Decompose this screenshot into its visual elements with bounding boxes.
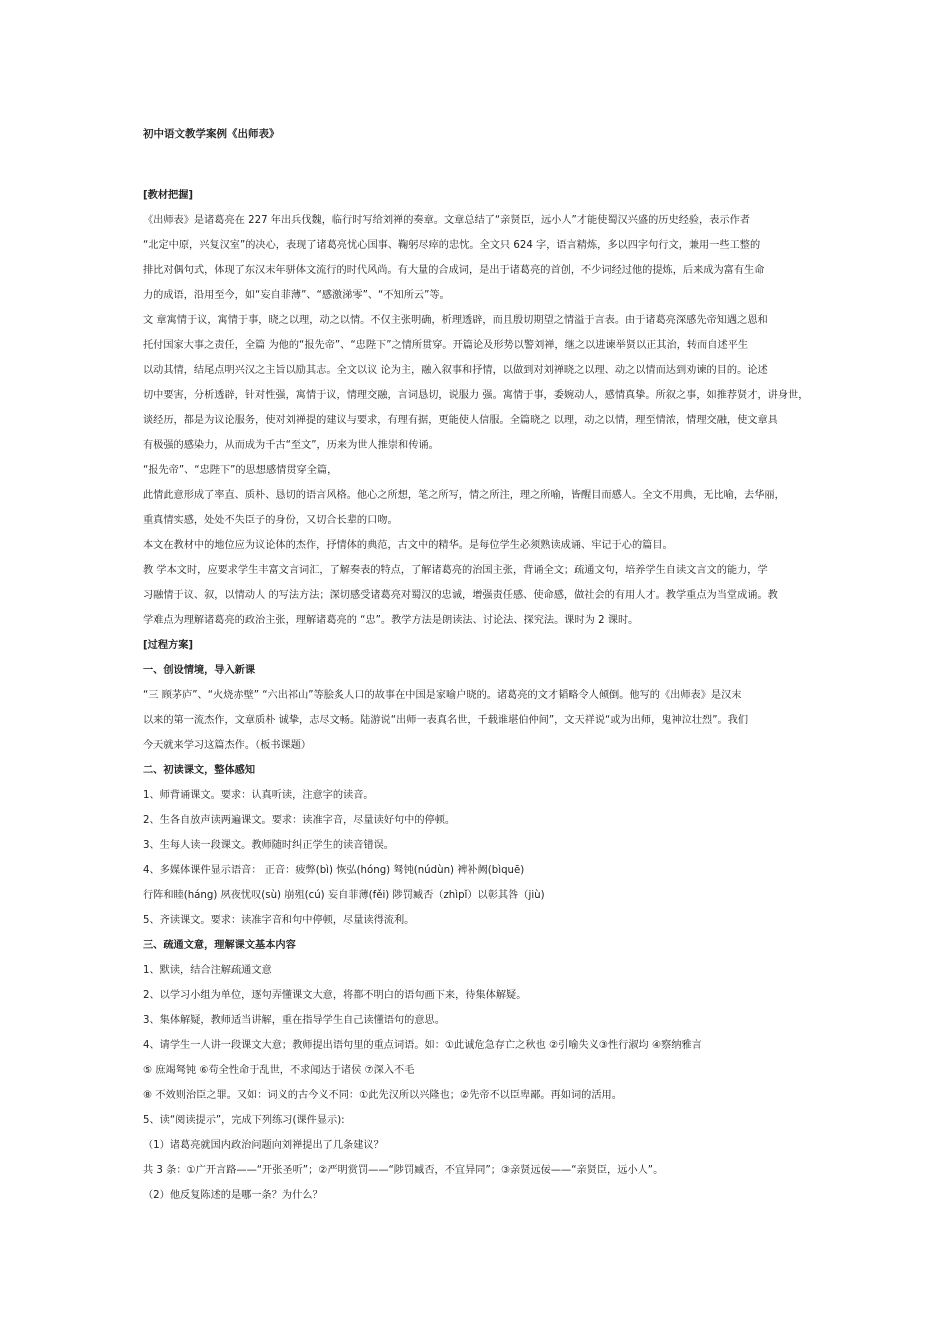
document-body: [143, 183, 811, 1208]
body-line: 1、师背诵课文。要求：认真听读，注意字的读音。: [143, 790, 374, 801]
body-line: 以来的第一流杰作，文章质朴 诚挚，志尽文畅。陆游说“出师一表真名世，千载谁堪伯仲间”，文天祥说“或为出师，鬼神泣壮烈”。我们: [143, 715, 749, 726]
body-line: 3、生每人读一段课文。教师随时纠正学生的读音错误。: [143, 840, 394, 851]
section-heading: 二、初读课文，整体感知: [143, 765, 256, 776]
section-heading: 一、创设情境，导入新课: [143, 665, 256, 676]
body-line: 文 章寓情于议，寓情于事，晓之以理，动之以情。不仅主张明确，析理透辟，而且殷切期望之情溢于言表。由于诸葛亮深感先帝知遇之恩和: [143, 315, 768, 326]
body-line: 共 3 条：①广开言路——“开张圣听”；②严明赏罚——“陟罚臧否，不宜异同”；③亲贤远佞——“亲贤臣，远小人”。: [143, 1165, 664, 1176]
body-line: 切中要害，分析透辟，针对性强，寓情于议，情理交融，言词恳切，说服力 强。寓情于事，委婉动人，感情真挚。所叙之事，如推荐贤才，讲身世，: [143, 390, 809, 401]
body-line: 4、请学生一人讲一段课文大意；教师提出语句里的重点词语。如：①此诚危急存亡之秋也 ②引喻失义③性行淑均 ④察纳雅言: [143, 1040, 702, 1051]
body-line: 行阵和睦(háng) 夙夜忧叹(sù) 崩殂(cú) 妄自菲薄(fěi) 陟罚臧否（zhìpǐ）以彰其咎（jiù): [143, 890, 545, 901]
section-heading: [过程方案]: [143, 640, 194, 651]
body-line: 谈经历，都是为议论服务，使对刘禅提的建议与要求，有理有据，更能使人信服。全篇晓之 以理，动之以情，理至情浓，情理交融，使文章具: [143, 415, 778, 426]
body-line: ⑧ 不效则治臣之罪。又如：词义的古今义不同：①此先汉所以兴隆也；②先帝不以臣卑鄙。再如词的活用。: [143, 1090, 622, 1101]
body-line: 教 学本文时，应要求学生丰富文言词汇，了解奏表的特点，了解诸葛亮的治国主张，背诵全文；疏通文句，培养学生自读文言文的能力，学: [143, 565, 768, 576]
body-line: 4、多媒体课件显示语音： 正音：疲弊(bì) 恢弘(hóng) 驽钝(núdùn) 裨补阙(bìquē): [143, 865, 525, 876]
body-line: 排比对偶句式，体现了东汉末年骈体文流行的时代风尚。有大量的合成词，是出于诸葛亮的首创，不少词经过他的提炼，后来成为富有生命: [143, 265, 765, 276]
body-line: 1、默读，结合注解疏通文意: [143, 965, 272, 976]
body-line: “北定中原，兴复汉室”的决心，表现了诸葛亮忧心国事、鞠躬尽瘁的忠忱。全文只 624 字，语言精炼，多以四字句行文，兼用一些工整的: [143, 240, 761, 251]
body-line: 托付国家大事之责任，全篇 为他的“报先帝”、“忠陛下”之情所贯穿。开篇论及形势以警刘禅，继之以进谏举贤以正其治，转而自述平生: [143, 340, 749, 351]
body-line: 本文在教材中的地位应为议论体的杰作，抒情体的典范，古文中的精华。是每位学生必须熟读成诵、牢记于心的篇目。: [143, 540, 673, 551]
body-line: 3、集体解疑，教师适当讲解，重在指导学生自己读懂语句的意思。: [143, 1015, 445, 1026]
body-line: 学难点为理解诸葛亮的政治主张，理解诸葛亮的 “忠”。教学方法是朗读法、讨论法、探究法。课时为 2 课时。: [143, 615, 639, 626]
body-line: “三 顾茅庐”、“火烧赤壁” “六出祁山”等脍炙人口的故事在中国是家喻户晓的。诸葛亮的文才韬略令人倾倒。他写的《出师表》是汉末: [143, 690, 742, 701]
body-line: 《出师表》是诸葛亮在 227 年出兵伐魏，临行时写给刘禅的奏章。文章总结了“亲贤臣，远小人”才能使蜀汉兴盛的历史经验，表示作者: [143, 215, 750, 226]
document-page: [143, 126, 811, 1208]
body-line: 重真情实感，处处不失臣子的身份，又切合长辈的口吻。: [143, 515, 398, 526]
body-line: 有极强的感染力，从而成为千古“至文”，历来为世人推崇和传诵。: [143, 440, 439, 451]
body-line: 5、读“阅读提示”，完成下列练习(课件显示):: [143, 1115, 345, 1126]
body-line: 此情此意形成了率直、质朴、恳切的语言风格。他心之所想，笔之所写，情之所注，理之所喻，皆醒目而感人。全文不用典，无比喻，去华丽，: [143, 490, 785, 501]
body-line: 5、齐读课文。要求：读准字音和句中停顿，尽量读得流利。: [143, 915, 415, 926]
body-line: 今天就来学习这篇杰作。（板书课题）: [143, 740, 312, 751]
body-line: （1）诸葛亮就国内政治问题向刘禅提出了几条建议？: [143, 1140, 384, 1151]
body-line: 2、生各自放声读两遍课文。要求：读准字音，尽量读好句中的停顿。: [143, 815, 456, 826]
body-line: 2、以学习小组为单位，逐句弄懂课文大意，将都不明白的语句画下来，待集体解疑。: [143, 990, 527, 1001]
section-heading: 三、疏通文意，理解课文基本内容: [143, 940, 296, 951]
body-line: ⑤ 庶竭驽钝 ⑥苟全性命于乱世，不求闻达于诸侯 ⑦深入不毛: [143, 1065, 415, 1076]
body-line: 习融情于议、叙，以情动人 的写法方法；深切感受诸葛亮对蜀汉的忠诚，增强责任感、使命感，做社会的有用人才。教学重点为当堂成诵。教: [143, 590, 778, 601]
document-title: 初中语文教学案例《出师表》: [143, 128, 280, 140]
body-line: 力的成语，沿用至今，如“妄自菲薄”、“感激涕零”、“不知所云”等。: [143, 290, 450, 301]
body-line: “报先帝”、“忠陛下”的思想感情贯穿全篇，: [143, 465, 338, 476]
body-line: （2）他反复陈述的是哪一条？为什么？: [143, 1190, 323, 1201]
section-heading: [教材把握]: [143, 190, 194, 201]
body-line: 以动其情，结尾点明兴汉之主旨以励其志。全文以议 论为主，融入叙事和抒情，以做到对刘禅晓之以理、动之以情而达到劝谏的目的。论述: [143, 365, 768, 376]
